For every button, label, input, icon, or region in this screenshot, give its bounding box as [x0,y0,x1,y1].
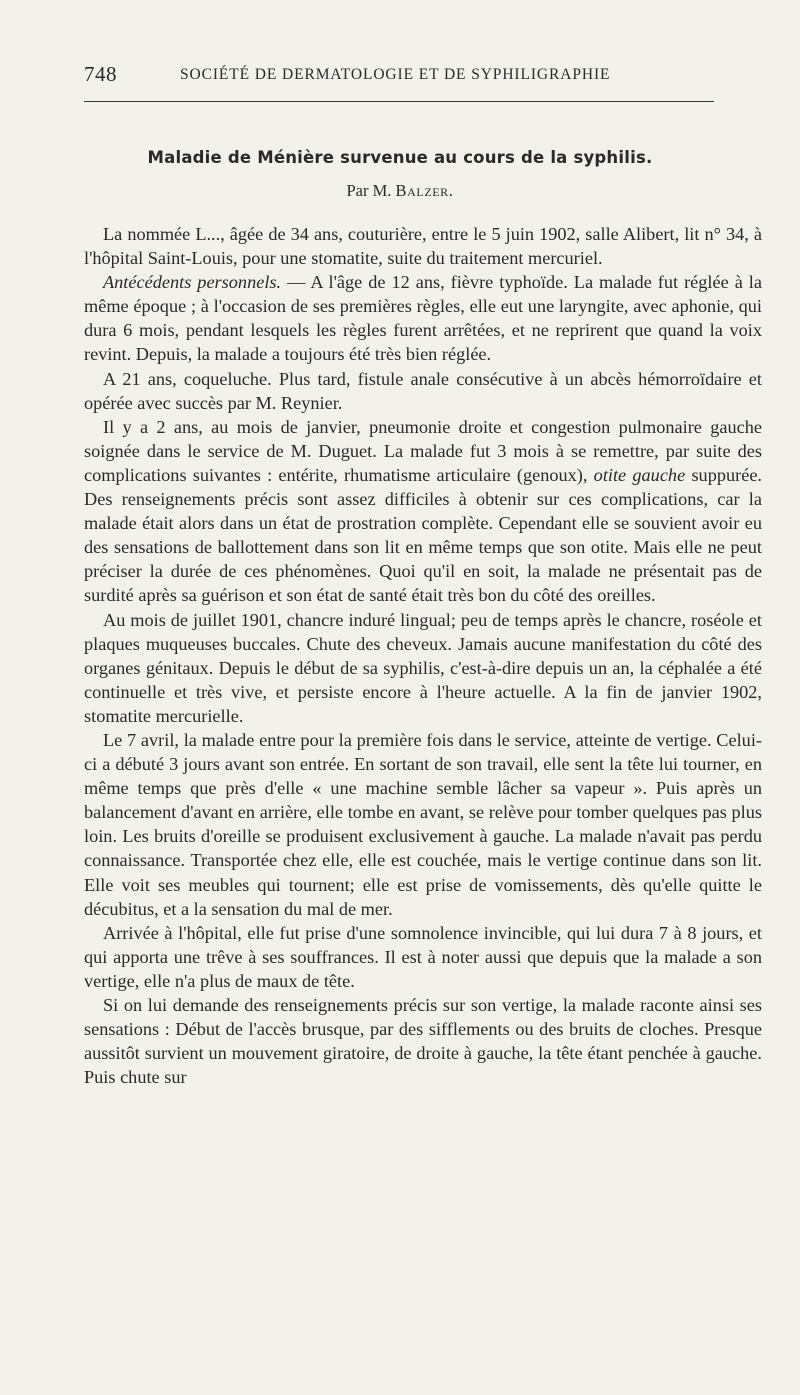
italic-text-run: otite gauche [593,464,686,485]
body-paragraph [84,222,762,270]
text-run: Si on lui demande des renseignements précis sur son vertige, la malade raconte ainsi ses sensations : Début de l'accès brusque, par des sifflements ou des bruits de cloches. Presque aussitôt survient un mouvement giratoire, de droite à gauche, la tête étant penchée à gauche. Puis chute sur [84,995,762,1088]
article-body [84,222,762,1089]
text-run: Au mois de juillet 1901, chancre induré lingual; peu de temps après le chancre, roséole et plaques muqueuses buccales. Chute des cheveux. Jamais aucune manifestation du côté des organes génitaux. Depuis le début de sa syphilis, c'est-à-dire depuis un an, la céphalée a été continuelle et très vive, et persiste encore à l'heure actuelle. A la fin de janvier 1902, stomatite mercurielle. [84,609,762,726]
body-paragraph [84,367,762,415]
byline [0,181,800,201]
body-paragraph [84,270,762,366]
text-run: La nommée L..., âgée de 34 ans, couturière, entre le 5 juin 1902, salle Alibert, lit n° 34, à l'hôpital Saint-Louis, pour une stomatite, suite du traitement mercuriel. [84,224,762,269]
byline-prefix: Par M. [346,181,396,200]
body-paragraph [84,728,762,921]
journal-title: SOCIÉTÉ DE DERMATOLOGIE ET DE SYPHILIGRAPHIE [180,66,611,83]
text-run: A 21 ans, coqueluche. Plus tard, fistule anale consécutive à un abcès hémorroïdaire et opérée avec succès par M. Reynier. [84,368,762,413]
body-paragraph [84,608,762,728]
article-title: Maladie de Ménière survenue au cours de la syphilis. [147,148,653,167]
body-paragraph [84,415,762,608]
italic-text-run: Antécédents personnels. [103,272,282,293]
author-name: Balzer. [395,181,454,200]
text-run: Il y a 2 ans, au mois de janvier, pneumonie droite et congestion pulmonaire gauche soignée dans le service de M. Duguet. La malade fut 3 mois à se remettre, par suite des complications suivantes : entérite, rhumatisme articulaire (genoux), [84,416,762,485]
text-run: suppurée. Des renseignements précis sont assez difficiles à obtenir sur ces complications, car la malade était alors dans un état de prostration complète. Cependant elle se souvient avoir eu des sensations de ballottement dans son lit en même temps que son otite. Mais elle ne peut préciser la durée de ces phénomènes. Quoi qu'il en soit, la malade ne présentait pas de surdité après sa guérison et son état de santé était très bon du côté des oreilles. [84,464,763,606]
header-rule [84,101,714,102]
running-header [84,62,714,92]
body-paragraph [84,921,762,993]
text-run: Arrivée à l'hôpital, elle fut prise d'une somnolence invincible, qui lui dura 7 à 8 jours, et qui apporta une trêve à ses souffrances. Il est à noter aussi que depuis que la malade a son vertige, elle n'a plus de maux de tête. [84,922,762,991]
body-paragraph [84,993,762,1089]
text-run: Le 7 avril, la malade entre pour la première fois dans le service, atteinte de vertige. Celui-ci a débuté 3 jours avant son entrée. En sortant de son travail, elle sent la tête lui tourner, en même temps que près d'elle « une machine semble lâcher sa vapeur ». Puis après un balancement d'avant en arrière, elle tombe en avant, se relève pour tomber quelques pas plus loin. Les bruits d'oreille se produisent exclusivement à gauche. La malade n'avait pas perdu connaissance. Transportée chez elle, elle est couchée, mais le vertige continue dans son lit. Elle voit ses meubles qui tournent; elle est prise de vomissements, dès qu'elle quitte le décubitus, et a la sensation du mal de mer. [84,729,762,919]
page-number: 748 [84,62,117,86]
text-run: — A l'âge de 12 ans, fièvre typhoïde. La malade fut réglée à la même époque ; à l'occasion de ses premières règles, elle eut une laryngite, avec aphonie, qui dura 6 mois, pendant lesquels les règles furent arrêtées, et ne reprirent que quand la voix revint. Depuis, la malade a toujours été très bien réglée. [84,272,763,365]
